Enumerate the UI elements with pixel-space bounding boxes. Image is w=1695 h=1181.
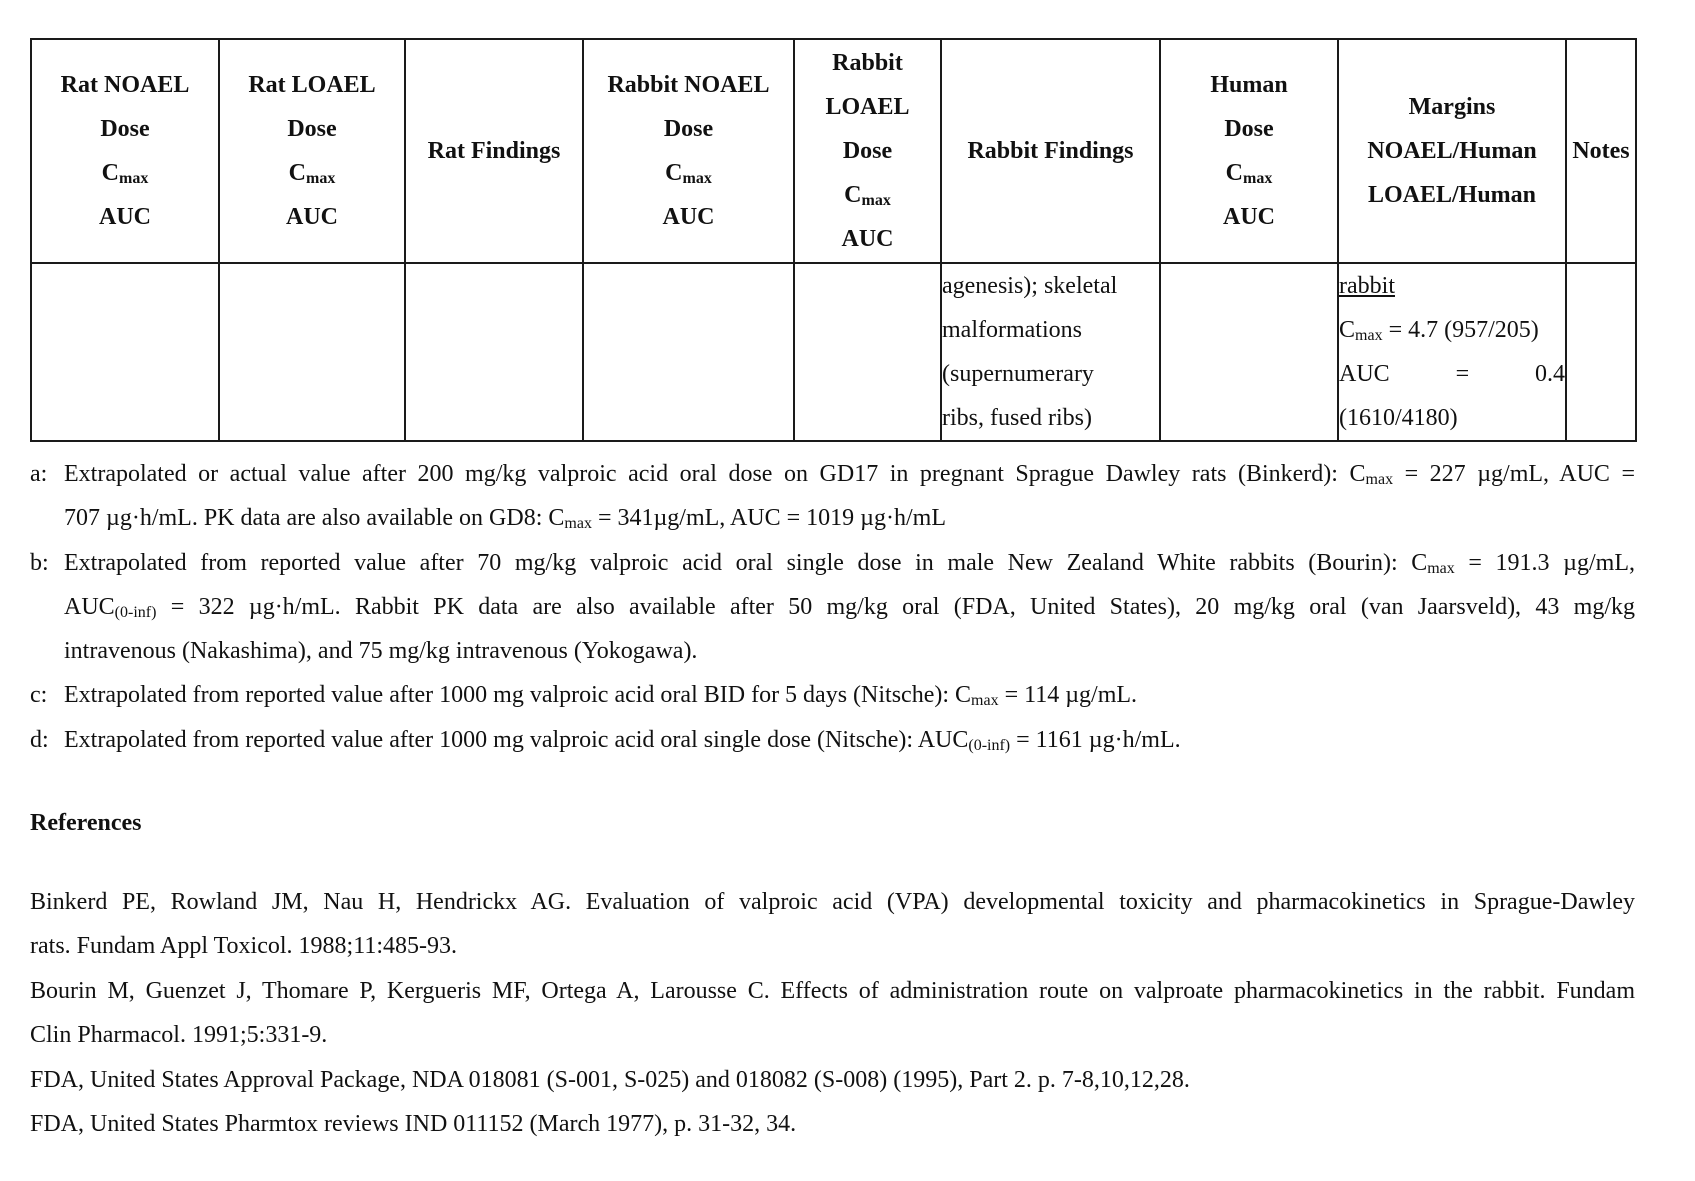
margins-species-label: rabbit: [1339, 273, 1395, 299]
reference-line: Binkerd PE, Rowland JM, Nau H, Hendrickx AG. Evaluation of valproic acid (VPA) developmental toxicity and pharmacokinetics in Sprague-Dawley: [30, 889, 1635, 915]
footnote-a: [30, 452, 1635, 540]
col-header-rat-loael: Rat LOAEL Dose $C_{max}$ AUC: [219, 39, 405, 263]
footnote-line: Extrapolated from reported value after 1000 mg valproic acid oral single dose (Nitsche): $AUC_{(0-inf)} = 1161$ µg·h/mL.: [64, 727, 1181, 754]
cell-rat-findings: [405, 263, 583, 441]
toxicity-margins-table: [30, 38, 1637, 442]
margins-cmax: $C_{max} = 4.7$ (957/205): [1339, 317, 1539, 344]
footnote-d: [30, 718, 1635, 762]
footnote-line: $AUC_{(0-inf)} = 322$ µg·h/mL. Rabbit PK data are also available after 50 mg/kg oral (FDA, United States), 20 mg/kg oral (van Jaarsveld), 43 mg/kg: [64, 594, 1635, 621]
rabbit-findings-line: malformations: [942, 317, 1082, 343]
references-heading: References: [30, 810, 142, 836]
footnote-line: intravenous (Nakashima), and 75 mg/kg intravenous (Yokogawa).: [64, 638, 698, 664]
reference-line: rats. Fundam Appl Toxicol. 1988;11:485-93.: [30, 933, 457, 959]
cell-margins: [1338, 263, 1566, 441]
reference-line: FDA, United States Approval Package, NDA 018081 (S-001, S-025) and 018082 (S-008) (1995), Part 2. p. 7-8,10,12,28.: [30, 1067, 1190, 1093]
table-header-row: [31, 39, 1636, 263]
reference-line: Bourin M, Guenzet J, Thomare P, Kergueris MF, Ortega A, Larousse C. Effects of administration route on valproate pharmacokinetics in the rabbit. Fundam: [30, 978, 1635, 1004]
footnote-line: 707 µg·h/mL. PK data are also available on GD8: $C_{max} = 341\mu g/mL$, AUC = 1019 µg·h/mL: [64, 505, 946, 532]
footnote-line: Extrapolated from reported value after 1000 mg valproic acid oral BID for 5 days (Nitsche): $C_{max} = 114$ µg/mL.: [64, 682, 1138, 709]
footnote-line: Extrapolated or actual value after 200 mg/kg valproic acid oral dose on GD17 in pregnant Sprague Dawley rats (Binkerd): $C_{max} = 227$ µg/mL, AUC =: [64, 461, 1635, 488]
cell-human: [1160, 263, 1338, 441]
reference-item: [30, 969, 1635, 1057]
col-header-notes: Notes: [1566, 39, 1636, 263]
rabbit-findings-line: ribs, fused ribs): [942, 405, 1092, 431]
col-header-rabbit-noael: Rabbit NOAEL Dose $C_{max}$ AUC: [583, 39, 794, 263]
footnote-tag: a:: [30, 461, 48, 487]
table-row: [31, 263, 1636, 441]
col-header-margins: Margins NOAEL/Human LOAEL/Human: [1338, 39, 1566, 263]
reference-item: [30, 880, 1635, 968]
cell-rabbit-loael: [794, 263, 941, 441]
cell-rat-loael: [219, 263, 405, 441]
cell-rat-noael: [31, 263, 219, 441]
footnote-b: [30, 541, 1635, 673]
col-header-rat-findings: Rat Findings: [405, 39, 583, 263]
footnote-tag: d:: [30, 727, 49, 753]
rabbit-findings-line: agenesis); skeletal: [942, 273, 1118, 299]
margins-auc: AUC = 0.4: [1339, 361, 1565, 387]
col-header-rat-noael: Rat NOAEL Dose $C_{max}$ AUC: [31, 39, 219, 263]
footnote-tag: b:: [30, 550, 49, 576]
reference-item: [30, 1058, 1635, 1102]
rabbit-findings-line: (supernumerary: [942, 361, 1094, 387]
reference-line: FDA, United States Pharmtox reviews IND 011152 (March 1977), p. 31-32, 34.: [30, 1111, 797, 1137]
col-header-human: Human Dose $C_{max}$ AUC: [1160, 39, 1338, 263]
footnote-c: [30, 673, 1635, 717]
reference-line: Clin Pharmacol. 1991;5:331-9.: [30, 1022, 328, 1048]
cell-rabbit-noael: [583, 263, 794, 441]
footnote-tag: c:: [30, 682, 48, 708]
col-header-rabbit-findings: Rabbit Findings: [941, 39, 1160, 263]
cell-rabbit-findings: [941, 263, 1160, 441]
margins-auc-fraction: (1610/4180): [1339, 405, 1458, 431]
cell-notes: [1566, 263, 1636, 441]
reference-item: [30, 1102, 1635, 1146]
footnote-line: Extrapolated from reported value after 70 mg/kg valproic acid oral single dose in male New Zealand White rabbits (Bourin): $C_{max} = 191.3$ µg/mL,: [64, 550, 1635, 577]
col-header-rabbit-loael: Rabbit LOAEL Dose $C_{max}$ AUC: [794, 39, 941, 263]
